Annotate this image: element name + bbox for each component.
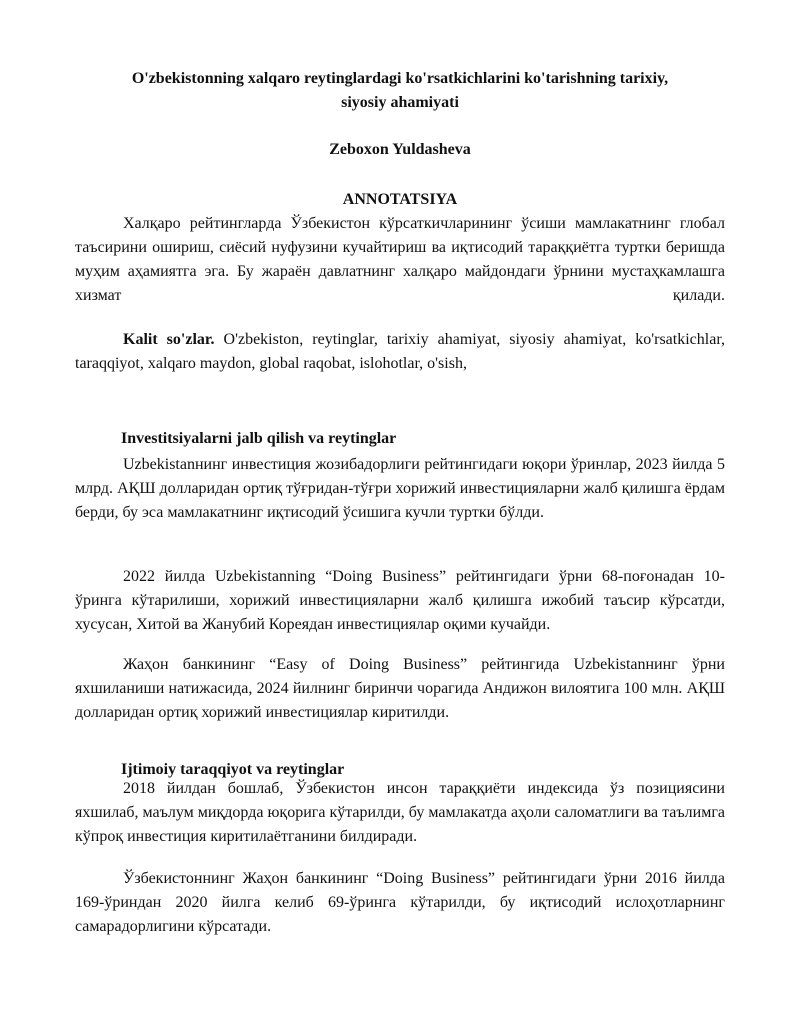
- author-name: Zeboxon Yuldasheva: [329, 141, 471, 158]
- body-paragraph: Ўзбекистоннинг Жаҳон банкининг “Doing Business” рейтингидаги ўрни 2016 йилда 169-ўриндан 2020 йилга келиб 69-ўринга кўтарилди, бу иқтисодий ислоҳотларнинг самарадорлигини кўрсатади.: [75, 870, 725, 935]
- section-heading-social-progress: Ijtimoiy taraqqiyot va reytinglar: [121, 761, 345, 778]
- body-paragraph: 2018 йилдан бошлаб, Ўзбекистон инсон тараққиёти индексида ўз позициясини яхшилаб, маълум миқдорда юқорига кўтарилди, бу мамлакатда аҳоли саломатлиги ва таълимга кўпроқ инвестиция киритилаётганини билдиради.: [75, 780, 725, 845]
- body-paragraph: Uzbekistanнинг инвестиция жозибадорлиги рейтингидаги юқори ўринлар, 2023 йилда 5 млрд. АҚШ долларидан ортиқ тўғридан-тўғри хорижий инвестицияларни жалб қилишга ёрдам берди, бу эса мамлакатнинг иқтисодий ўсишига кучли туртки бўлди.: [75, 456, 725, 521]
- keywords-label: Kalit so'zlar.: [123, 331, 215, 348]
- keywords-paragraph: [75, 328, 725, 376]
- section-heading-investments: Investitsiyalarni jalb qilish va reytinglar: [121, 430, 397, 447]
- document-title: [75, 67, 725, 115]
- body-paragraph: Жаҳон банкининг “Easy of Doing Business” рейтингида Uzbekistanнинг ўрни яхшиланиши натижасида, 2024 йилнинг биринчи чорагида Андижон вилоятига 100 млн. АҚШ долларидан ортиқ хорижий инвестициялар киритилди.: [75, 656, 725, 721]
- keywords-list: O'zbekiston, reytinglar, tarixiy ahamiyat, siyosiy ahamiyat, ko'rsatkichlar, taraqqiyot, xalqaro maydon, global raqobat, islohotlar, o'sish,: [75, 331, 726, 372]
- annotation-heading: ANNOTATSIYA: [342, 191, 458, 208]
- annotation-paragraph: Халқаро рейтингларда Ўзбекистон кўрсаткичларининг ўсиши мамлакатнинг глобал таъсирини ошириш, сиёсий нуфузини кучайтириш ва иқтисодий тараққиётга туртки беришда муҳим аҳамиятга эга. Бу жараён давлатнинг халқаро майдондаги ўрнини мустаҳкамлашга хизмат қилади.: [75, 215, 725, 304]
- body-paragraph: 2022 йилда Uzbekistanning “Doing Business” рейтингидаги ўрни 68-поғонадан 10-ўринга кўтарилиши, хорижий инвестицияларни жалб қилишга ижобий таъсир кўрсатди, хусусан, Хитой ва Жанубий Кореядан инвестициялар оқими кучайди.: [75, 568, 725, 633]
- title-line-2: siyosiy ahamiyati: [341, 94, 459, 111]
- title-line-1: O'zbekistonning xalqaro reytinglardagi ko'rsatkichlarini ko'tarishning tarixiy,: [131, 70, 669, 87]
